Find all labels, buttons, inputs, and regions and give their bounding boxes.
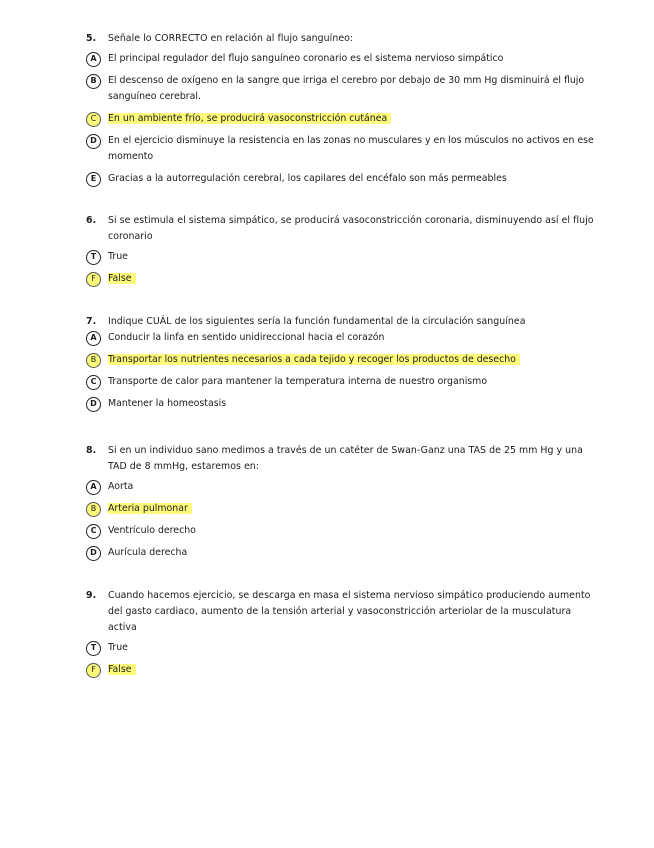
option-false[interactable] [86, 662, 596, 678]
option-letter-badge[interactable]: F [86, 663, 101, 678]
option-false[interactable] [86, 271, 596, 287]
option-letter-badge[interactable]: D [86, 134, 101, 149]
option-c[interactable] [86, 374, 596, 390]
option-letter-badge[interactable]: C [86, 375, 101, 390]
option-letter-badge[interactable]: T [86, 641, 101, 656]
option-text: False [108, 273, 136, 284]
option-letter-badge[interactable]: D [86, 397, 101, 412]
option-letter-badge[interactable]: A [86, 480, 101, 495]
option-text: Aurícula derecha [108, 547, 188, 558]
option-text: Ventrículo derecho [108, 525, 196, 536]
option-text: El descenso de oxígeno en la sangre que irriga el cerebro por debajo de 30 mm Hg disminuirá el flujo sanguíneo cerebral. [108, 75, 585, 102]
question-number: 8. [86, 445, 97, 456]
option-letter-badge[interactable]: B [86, 74, 101, 89]
question-text: Indique CUÁL de los siguientes sería la función fundamental de la circulación sanguínea [108, 316, 526, 327]
option-c[interactable] [86, 523, 596, 539]
option-e[interactable] [86, 171, 596, 187]
option-a[interactable] [86, 51, 596, 67]
question-number: 6. [86, 215, 97, 226]
question-text: Cuando hacemos ejercicio, se descarga en masa el sistema nervioso simpático produciendo aumento del gasto cardiaco, aumento de la tensión arterial y vasoconstricción arteriolar de la musculatura activa [108, 590, 591, 633]
option-list [86, 479, 596, 561]
option-text: En el ejercicio disminuye la resistencia en las zonas no musculares y en los músculos no activos en ese momento [108, 135, 594, 162]
option-letter-badge[interactable]: C [86, 112, 101, 127]
option-d[interactable] [86, 396, 596, 412]
option-text: En un ambiente frío, se producirá vasoconstricción cutánea [108, 113, 391, 124]
option-letter-badge[interactable]: D [86, 546, 101, 561]
question-6 [86, 213, 596, 293]
option-list [86, 330, 596, 412]
question-8 [86, 443, 596, 567]
option-letter-badge[interactable]: A [86, 331, 101, 346]
option-letter-badge[interactable]: F [86, 272, 101, 287]
option-text: True [108, 642, 128, 653]
option-text: True [108, 251, 128, 262]
option-a[interactable] [86, 479, 596, 495]
question-7 [86, 314, 596, 418]
option-d[interactable] [86, 133, 596, 165]
option-true[interactable] [86, 640, 596, 656]
option-a[interactable] [86, 330, 596, 346]
option-letter-badge[interactable]: E [86, 172, 101, 187]
option-letter-badge[interactable]: T [86, 250, 101, 265]
option-b[interactable] [86, 352, 596, 368]
option-letter-badge[interactable]: B [86, 353, 101, 368]
option-text: Transportar los nutrientes necesarios a cada tejido y recoger los productos de desecho [108, 354, 520, 365]
option-text: Transporte de calor para mantener la temperatura interna de nuestro organismo [108, 376, 488, 387]
option-list [86, 249, 596, 287]
option-text: El principal regulador del flujo sanguíneo coronario es el sistema nervioso simpático [108, 53, 504, 64]
option-text: Mantener la homeostasis [108, 398, 227, 409]
option-list [86, 51, 596, 187]
option-text: Conducir la linfa en sentido unidireccional hacia el corazón [108, 332, 385, 343]
question-number: 7. [86, 316, 97, 327]
question-5 [86, 31, 596, 193]
option-text: False [108, 664, 136, 675]
option-b[interactable] [86, 501, 596, 517]
option-c[interactable] [86, 111, 596, 127]
option-letter-badge[interactable]: A [86, 52, 101, 67]
question-text: Señale lo CORRECTO en relación al flujo sanguíneo: [108, 33, 354, 44]
option-true[interactable] [86, 249, 596, 265]
option-text: Arteria pulmonar [108, 503, 192, 514]
question-text: Si se estimula el sistema simpático, se producirá vasoconstricción coronaria, disminuyendo así el flujo coronario [108, 215, 594, 242]
question-number: 9. [86, 590, 97, 601]
option-b[interactable] [86, 73, 596, 105]
option-list [86, 640, 596, 678]
option-text: Aorta [108, 481, 134, 492]
option-letter-badge[interactable]: B [86, 502, 101, 517]
option-d[interactable] [86, 545, 596, 561]
question-number: 5. [86, 33, 97, 44]
option-text: Gracias a la autorregulación cerebral, los capilares del encéfalo son más permeables [108, 173, 507, 184]
question-text: Si en un individuo sano medimos a través de un catéter de Swan-Ganz una TAS de 25 mm Hg y una TAD de 8 mmHg, estaremos en: [108, 445, 583, 472]
question-9 [86, 588, 596, 684]
option-letter-badge[interactable]: C [86, 524, 101, 539]
